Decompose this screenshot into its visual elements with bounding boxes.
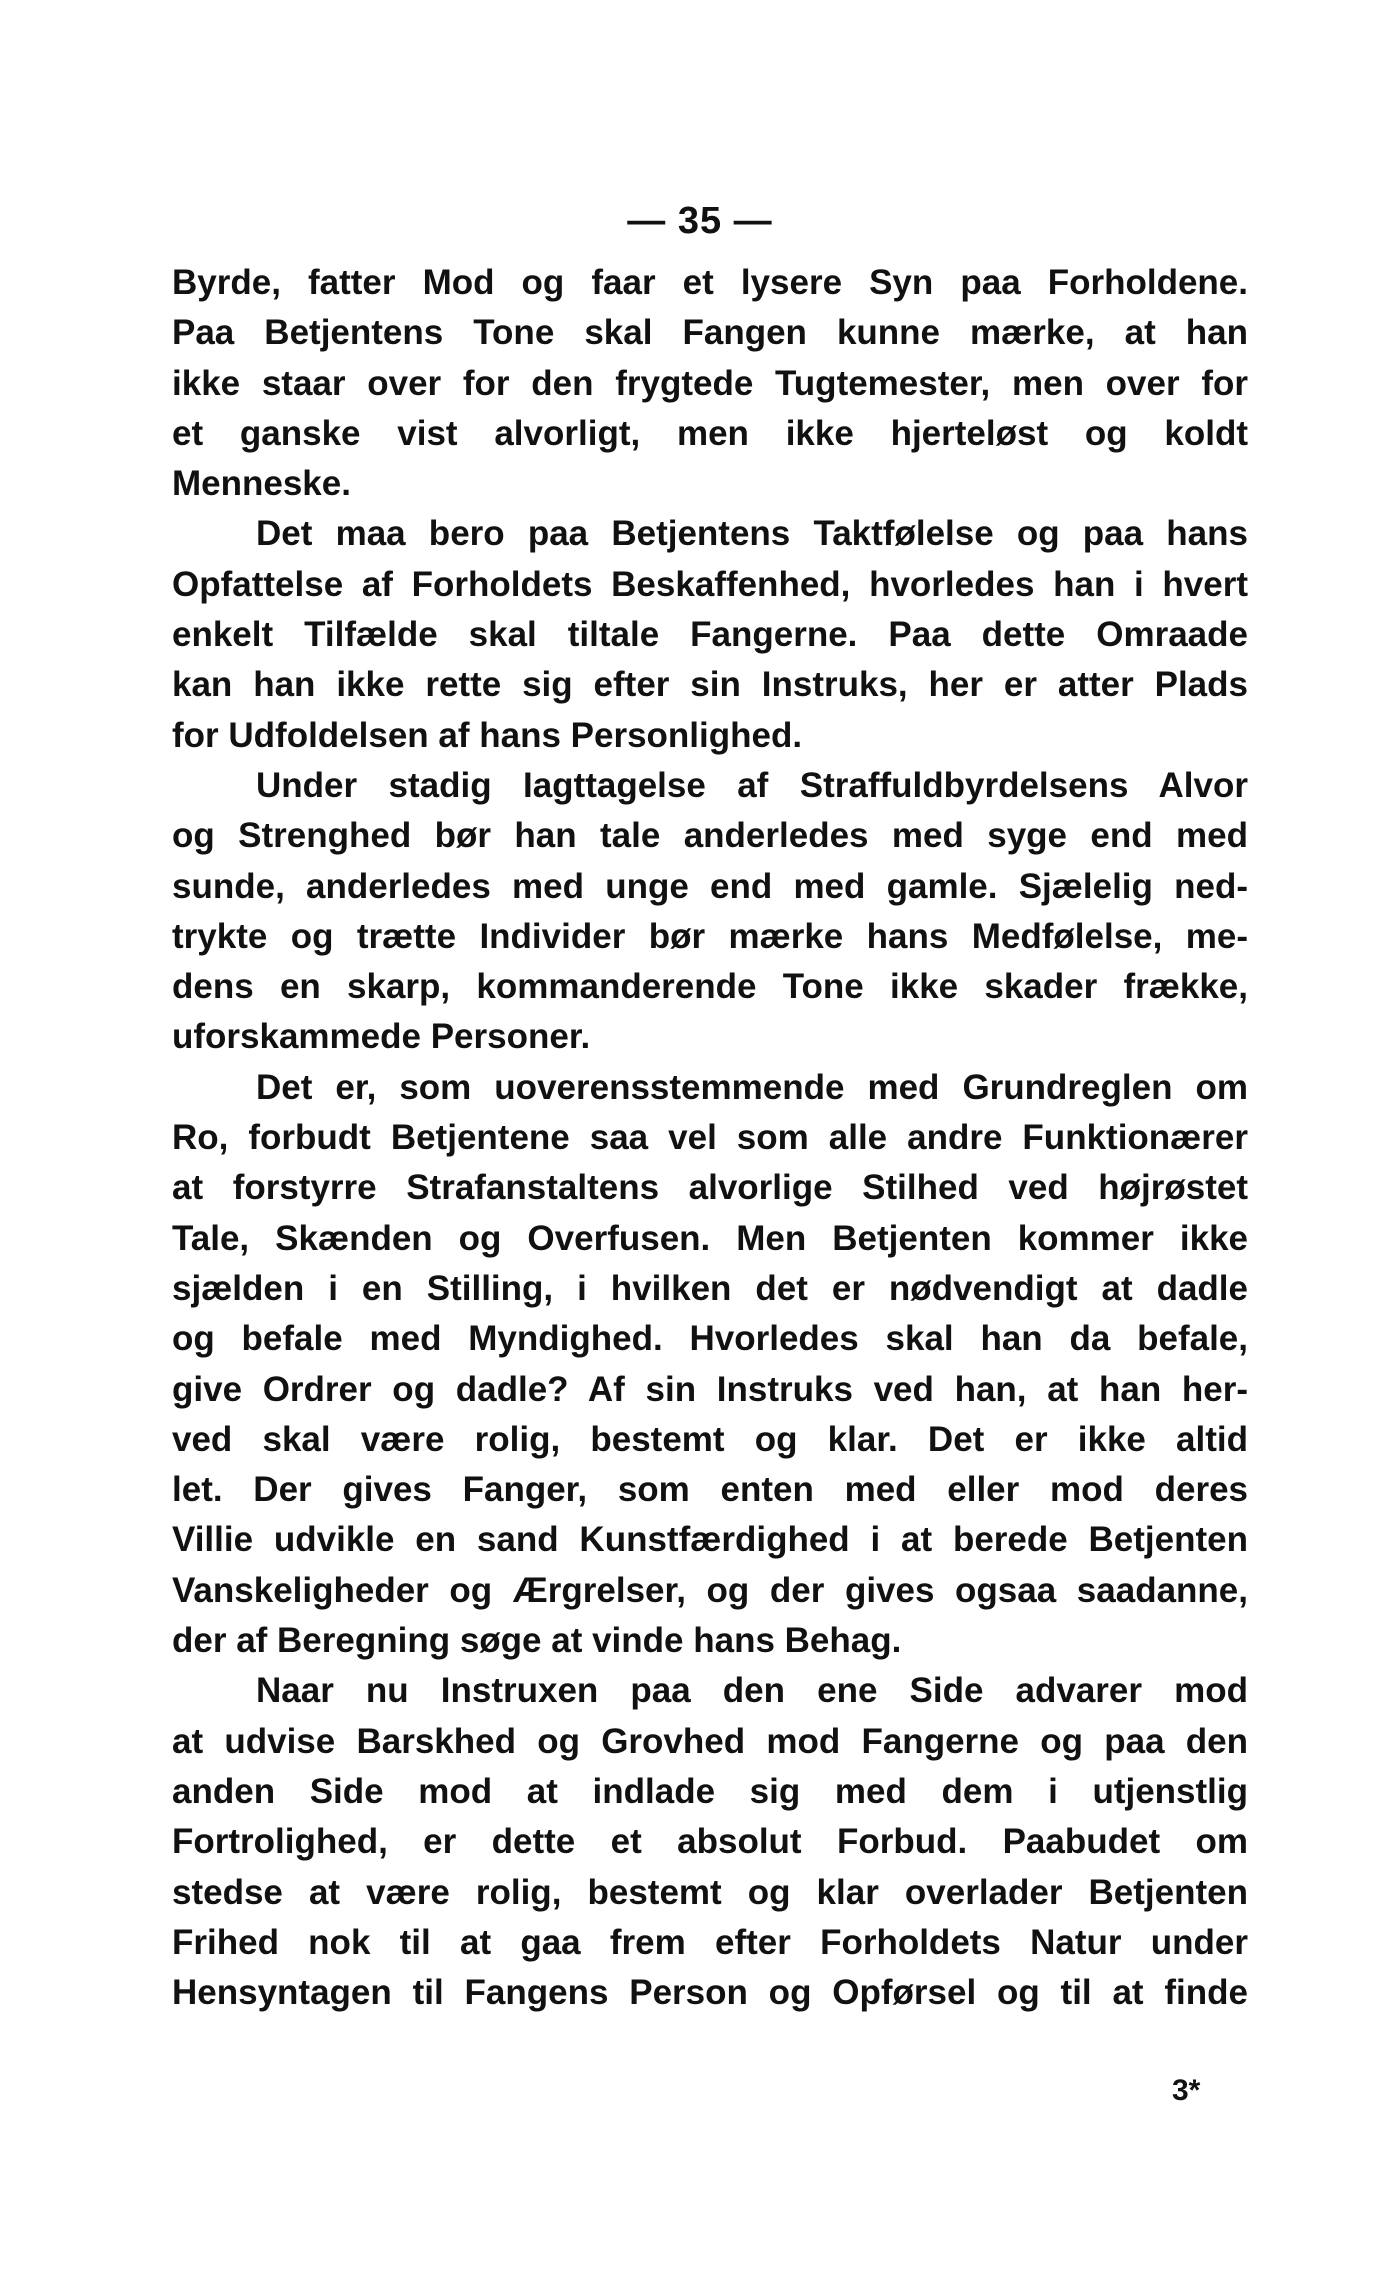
text-line: Hensyntagen til Fangens Person og Opførsel og til at finde [172,1973,1248,2013]
text-line: Det maa bero paa Betjentens Taktfølelse og paa hans [256,514,1248,554]
text-line: Ro, forbudt Betjentene saa vel som alle andre Funktionærer [172,1118,1248,1158]
text-line: og befale med Myndighed. Hvorledes skal han da befale, [172,1319,1248,1359]
text-line: Byrde, fatter Mod og faar et lysere Syn paa Forholdene. [172,263,1248,302]
text-line: Vanskeligheder og Ærgrelser, og der gives ogsaa saadanne, [172,1570,1248,1610]
text-line: Paa Betjentens Tone skal Fangen kunne mærke, at han [172,313,1248,353]
text-line: for Udfoldelsen af hans Personlighed. [172,715,803,755]
text-line: let. Der gives Fanger, som enten med eller mod deres [172,1470,1248,1510]
text-line: Menneske. [172,464,351,504]
text-line: at udvise Barskhed og Grovhed mod Fangerne og paa den [172,1721,1248,1761]
text-line: enkelt Tilfælde skal tiltale Fangerne. Paa dette Omraade [172,615,1248,655]
text-line: Frihed nok til at gaa frem efter Forholdets Natur under [172,1922,1248,1962]
text-line: Tale, Skænden og Overfusen. Men Betjenten kommer ikke [172,1218,1248,1258]
text-line: Fortrolighed, er dette et absolut Forbud. Paabudet om [172,1822,1248,1862]
text-line: give Ordrer og dadle? Af sin Instruks ved han, at han her- [172,1369,1248,1409]
text-line: Opfattelse af Forholdets Beskaffenhed, hvorledes han i hvert [172,564,1248,604]
text-line: ved skal være rolig, bestemt og klar. Det er ikke altid [172,1419,1248,1459]
text-line: dens en skarp, kommanderende Tone ikke skader frække, [172,967,1248,1007]
text-line: at forstyrre Strafanstaltens alvorlige Stilhed ved højrøstet [172,1168,1248,1208]
body-text [172,258,1248,2018]
text-line: og Strenghed bør han tale anderledes med syge end med [172,816,1248,856]
text-line: uforskammede Personer. [172,1017,591,1057]
text-line: sjælden i en Stilling, i hvilken det er nødvendigt at dadle [172,1268,1248,1308]
text-line: anden Side mod at indlade sig med dem i utjenstlig [172,1771,1248,1811]
text-line: Villie udvikle en sand Kunstfærdighed i at berede Betjenten [172,1520,1248,1560]
text-line: sunde, anderledes med unge end med gamle. Sjælelig ned- [172,866,1248,906]
text-line: Det er, som uoverensstemmende med Grundreglen om [256,1067,1248,1107]
text-line: der af Beregning søge at vinde hans Behag. [172,1621,902,1661]
page-number: — 35 — [627,200,773,242]
text-line: Naar nu Instruxen paa den ene Side advarer mod [256,1671,1248,1711]
text-line: ikke staar over for den frygtede Tugtemester, men over for [172,363,1248,403]
text-line: Under stadig Iagttagelse af Straffuldbyrdelsens Alvor [256,765,1248,805]
text-line: stedse at være rolig, bestemt og klar overlader Betjenten [172,1872,1248,1912]
text-line: et ganske vist alvorligt, men ikke hjerteløst og koldt [172,413,1248,453]
signature-mark: 3* [1172,2074,1201,2107]
text-line: trykte og trætte Individer bør mærke hans Medfølelse, me- [172,916,1248,956]
text-line: kan han ikke rette sig efter sin Instruks, her er atter Plads [172,665,1248,705]
